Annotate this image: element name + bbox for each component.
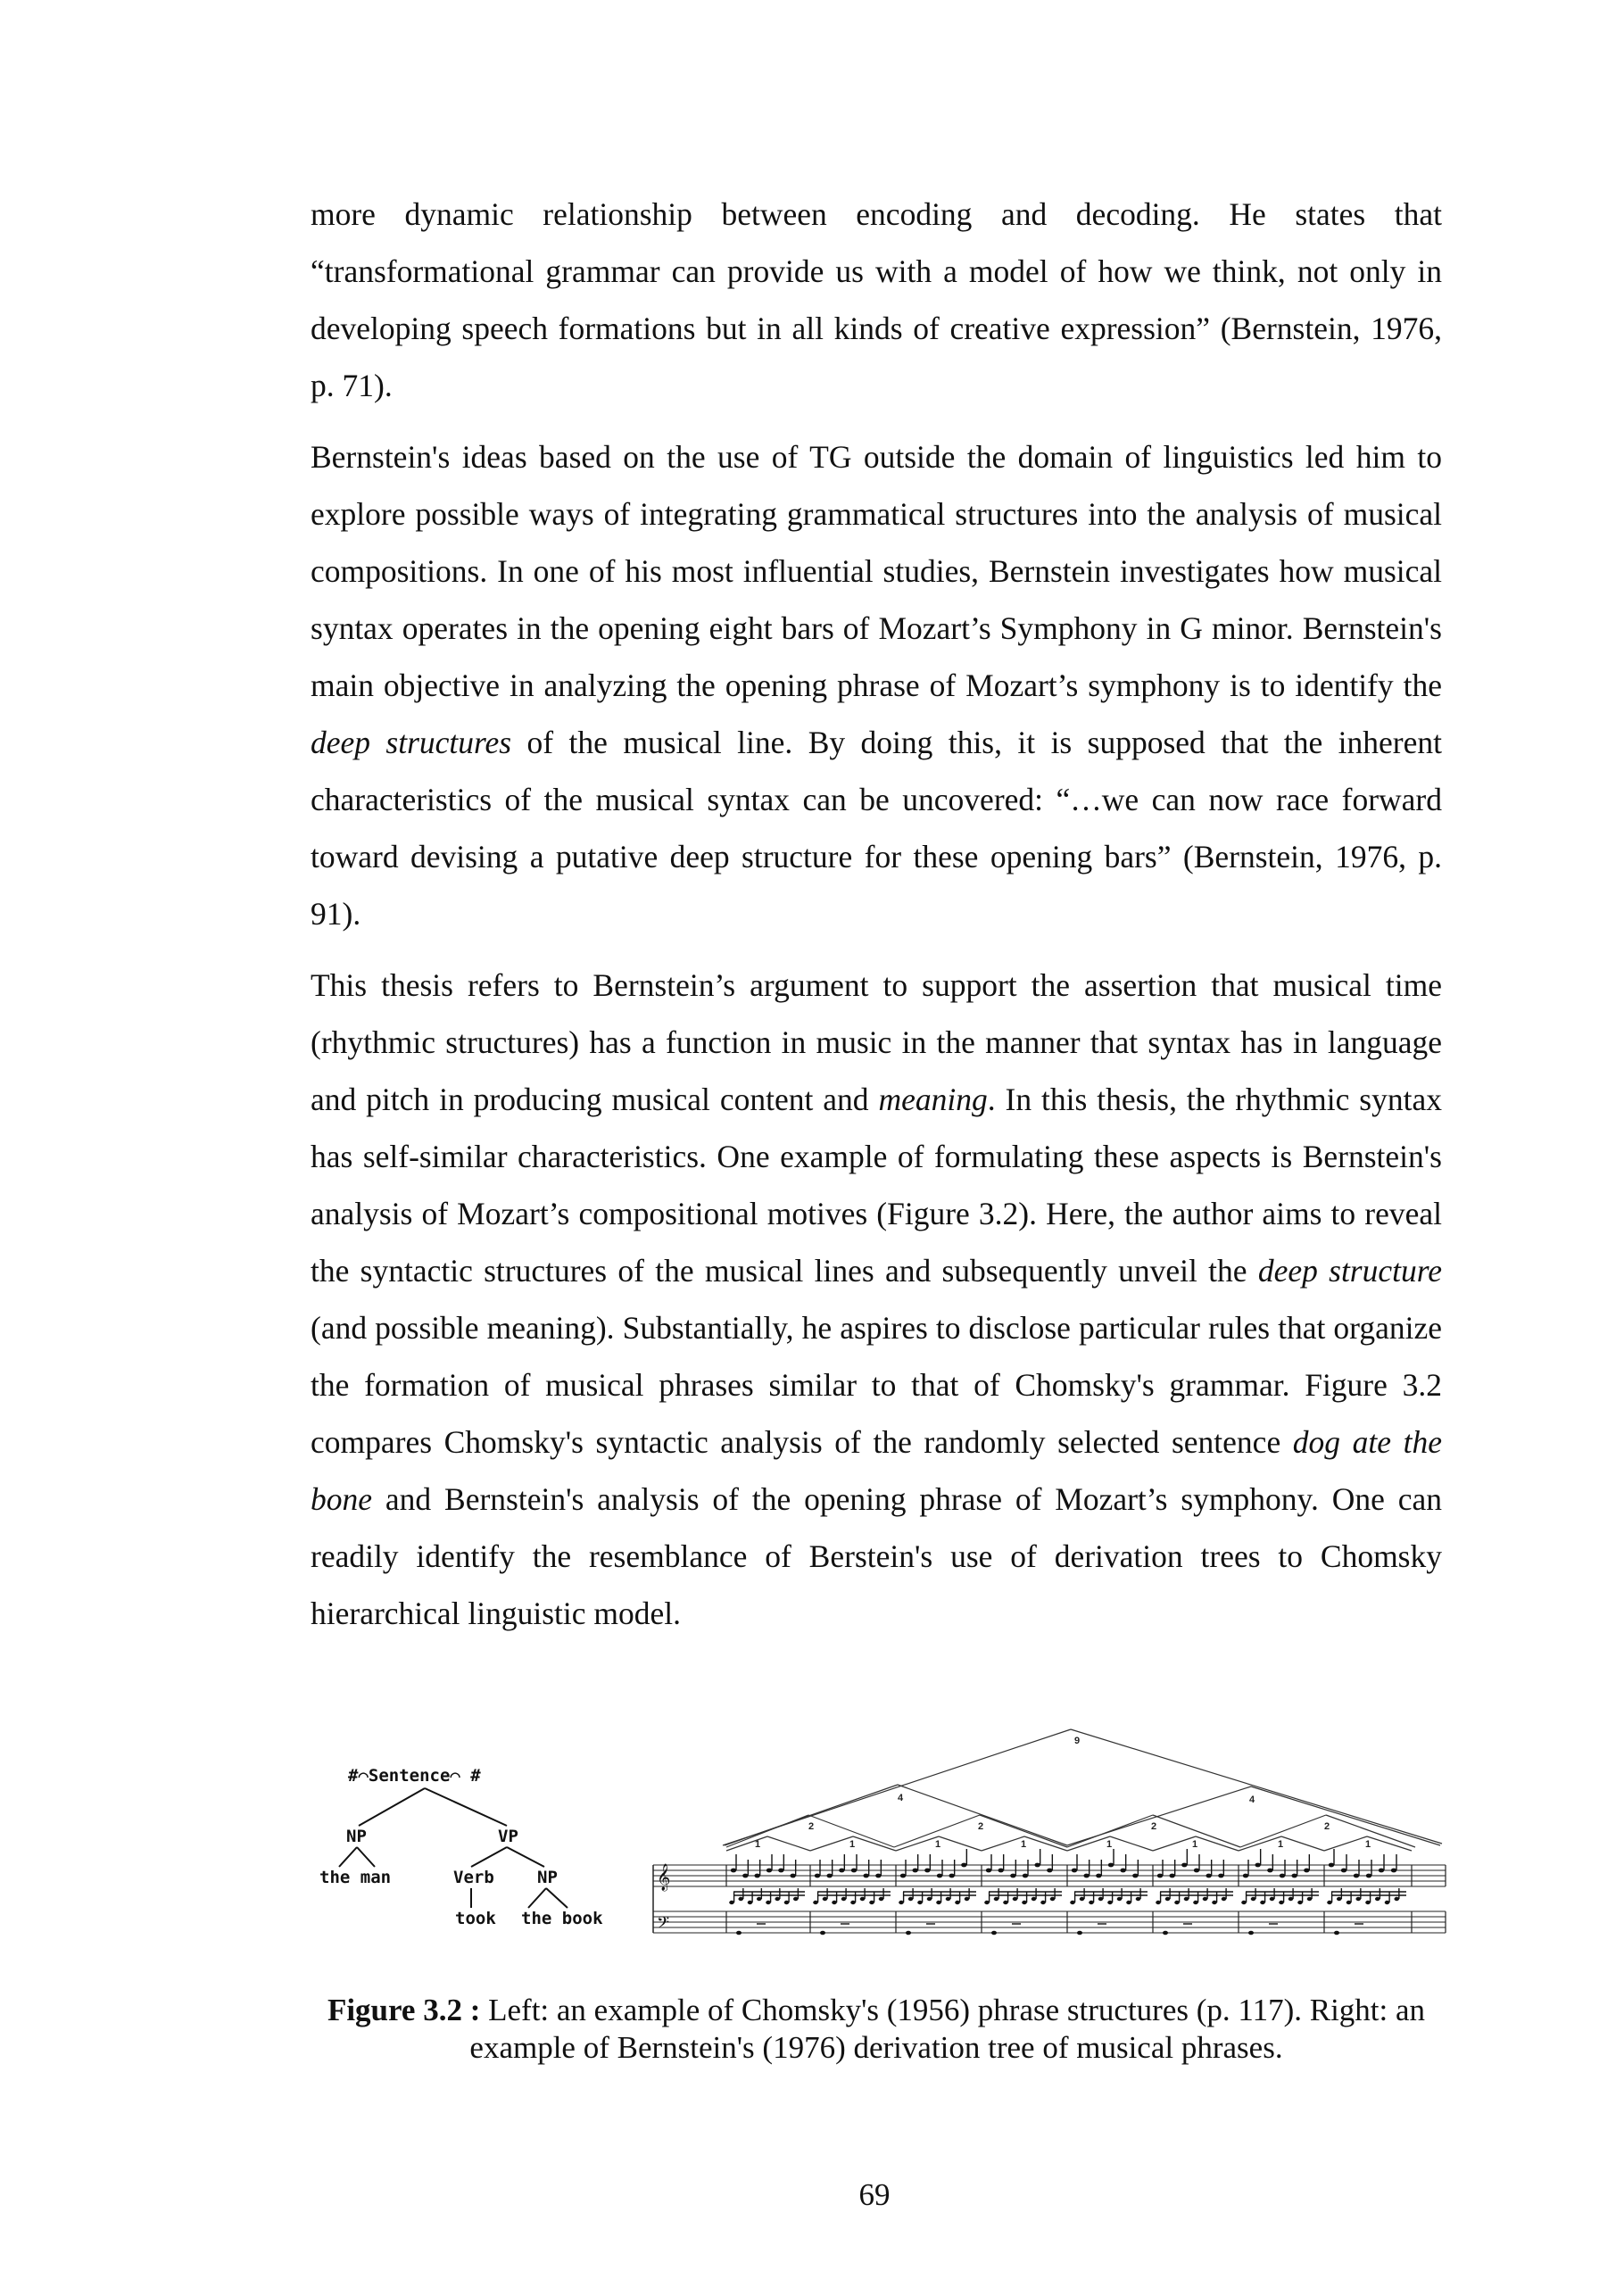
derivation-label-1g: 1 bbox=[1278, 1839, 1284, 1850]
derivation-label-1d: 1 bbox=[1021, 1839, 1027, 1850]
treble-note-head bbox=[1329, 1863, 1334, 1868]
treble-note-head bbox=[912, 1869, 917, 1873]
treble-note-head bbox=[839, 1869, 844, 1873]
derivation-label-2c: 2 bbox=[1151, 1821, 1157, 1832]
tree-took-label: took bbox=[455, 1909, 496, 1928]
treble-note-head bbox=[949, 1874, 954, 1878]
paragraph-2 bbox=[311, 428, 1442, 942]
treble-note-head bbox=[851, 1869, 857, 1873]
paragraph-2-text-a: Bernstein's ideas based on the use of TG outside the domain of linguistics led him to explore possible ways of integrating grammatical structures into the analysis of musical compositions. In one of his most influential studies, Bernstein investigates how musical syntax operates in the opening eight bars of Mozart’s Symphony in G minor. Bernstein's main objective in analyzing the opening phrase of Mozart’s symphony is to identify the bbox=[311, 439, 1442, 703]
paragraph-2-text-b: of the musical line. By doing this, it is supposed that the inherent characteristics of the musical syntax can be uncovered: “…we can now race forward toward devising a putative deep structure for these opening bars” (Bernstein, 1976, p. 91). bbox=[311, 725, 1442, 932]
treble-note-head bbox=[900, 1874, 906, 1878]
derivation-label-1f: 1 bbox=[1192, 1839, 1198, 1850]
derivation-label-1b: 1 bbox=[849, 1839, 856, 1850]
paragraph-3-emphasis-deep-structure: deep structure bbox=[1257, 1253, 1442, 1289]
treble-note-head bbox=[1206, 1874, 1211, 1878]
paragraph-3-text-c: (and possible meaning). Substantially, he aspires to disclose particular rules that organize the formation of musical phrases similar to that of Chomsky's grammar. Figure 3.2 compares Chomsky's syntactic analysis of the randomly selected sentence bbox=[311, 1310, 1442, 1460]
caption-text: Left: an example of Chomsky's (1956) phrase structures (p. 117). Right: an example of Bernstein's (1976) derivation tree of musical phrases. bbox=[469, 1993, 1426, 2065]
bass-quarter-note-head bbox=[906, 1931, 911, 1935]
treble-note-head bbox=[1181, 1863, 1187, 1868]
paragraph-3-emphasis-sentence: dog ate the bone bbox=[311, 1424, 1442, 1517]
treble-note-head bbox=[1354, 1874, 1359, 1878]
paragraph-1-text: more dynamic relationship between encoding and decoding. He states that “transformational grammar can provide us with a model of how we think, not only in developing speech formations but in all kinds of creative expression” (Bernstein, 1976, p. 71). bbox=[311, 196, 1442, 403]
treble-note-head bbox=[1010, 1874, 1015, 1878]
paragraph-2-emphasis: deep structures bbox=[311, 725, 512, 760]
derivation-lines bbox=[723, 1729, 1442, 1851]
musical-derivation-tree bbox=[648, 1712, 1451, 1961]
derivation-label-2b: 2 bbox=[978, 1821, 984, 1832]
treble-note-head bbox=[1034, 1863, 1040, 1868]
tree-the-man-label: the man bbox=[319, 1868, 392, 1887]
treble-note-head bbox=[937, 1874, 942, 1878]
treble-note-head bbox=[778, 1869, 783, 1873]
treble-note-head bbox=[1391, 1869, 1396, 1873]
bass-quarter-note-head bbox=[1248, 1931, 1254, 1935]
treble-note-head bbox=[731, 1869, 736, 1873]
treble-note-head bbox=[826, 1874, 832, 1878]
bass-clef-icon: 𝄢 bbox=[657, 1914, 670, 1936]
treble-note-head bbox=[1267, 1869, 1272, 1873]
bass-quarter-note-head bbox=[736, 1931, 742, 1935]
treble-note-head bbox=[1023, 1874, 1028, 1878]
tree-branches bbox=[339, 1788, 568, 1908]
treble-note-head bbox=[998, 1869, 1003, 1873]
bass-quarter-note-head bbox=[1334, 1931, 1339, 1935]
paragraph-3 bbox=[311, 957, 1442, 1642]
note-heads bbox=[729, 1863, 1399, 1935]
treble-note-head bbox=[754, 1874, 759, 1878]
treble-note-head bbox=[1108, 1863, 1114, 1868]
tree-np2-label: NP bbox=[537, 1868, 558, 1887]
bass-quarter-note-head bbox=[1163, 1931, 1168, 1935]
treble-note-head bbox=[1194, 1869, 1199, 1873]
derivation-label-1a: 1 bbox=[755, 1839, 761, 1850]
paragraph-3-emphasis-meaning: meaning bbox=[878, 1082, 988, 1117]
tree-root-label: #⌒Sentence⌒ # bbox=[348, 1766, 481, 1786]
tree-the-book-label: the book bbox=[521, 1909, 603, 1928]
bass-quarter-note-head bbox=[820, 1931, 825, 1935]
tree-np-label: NP bbox=[346, 1827, 367, 1846]
derivation-label-2d: 2 bbox=[1324, 1821, 1330, 1832]
figure-3-2 bbox=[311, 1712, 1471, 1979]
paragraph-3-text-d: and Bernstein's analysis of the opening phrase of Mozart’s symphony. One can readily identify the resemblance of Berstein's use of derivation trees to Chomsky hierarchical linguistic model. bbox=[311, 1481, 1442, 1631]
derivation-label-4b: 4 bbox=[1249, 1795, 1255, 1805]
treble-note-head bbox=[1096, 1874, 1101, 1878]
paragraph-1 bbox=[311, 186, 1442, 414]
tree-vp-label: VP bbox=[498, 1827, 518, 1846]
treble-note-head bbox=[1120, 1869, 1125, 1873]
treble-note-head bbox=[1243, 1874, 1248, 1878]
treble-note-head bbox=[1255, 1863, 1260, 1868]
treble-note-head bbox=[1304, 1869, 1309, 1873]
derivation-label-2a: 2 bbox=[808, 1821, 815, 1832]
bass-quarter-note-head bbox=[991, 1931, 997, 1935]
treble-note-head bbox=[1132, 1874, 1138, 1878]
bass-quarter-note-head bbox=[1077, 1931, 1082, 1935]
paragraph-3-text-a: This thesis refers to Bernstein’s argument to support the assertion that musical time (rhythmic structures) has a function in music in the manner that syntax has in language and pitch in producing musical content and bbox=[311, 967, 1442, 1117]
treble-note-head bbox=[875, 1874, 881, 1878]
bass-staff bbox=[653, 1911, 1446, 1933]
treble-note-head bbox=[924, 1869, 930, 1873]
treble-note-head bbox=[1157, 1874, 1163, 1878]
treble-note-head bbox=[961, 1863, 966, 1868]
caption-label: Figure 3.2 : bbox=[327, 1993, 481, 2027]
page-number: 69 bbox=[858, 2177, 891, 2212]
treble-note-head bbox=[863, 1874, 868, 1878]
tree-verb-label: Verb bbox=[453, 1868, 494, 1887]
derivation-label-1h: 1 bbox=[1365, 1839, 1371, 1850]
treble-note-head bbox=[1341, 1869, 1346, 1873]
treble-note-head bbox=[1072, 1869, 1077, 1873]
treble-note-head bbox=[1379, 1869, 1384, 1873]
treble-note-head bbox=[1083, 1874, 1089, 1878]
figure-caption bbox=[311, 1992, 1442, 2067]
treble-note-head bbox=[1169, 1874, 1174, 1878]
treble-note-head bbox=[1047, 1869, 1052, 1873]
treble-note-head bbox=[1291, 1874, 1297, 1878]
phrase-structure-tree bbox=[311, 1765, 614, 1944]
treble-note-head bbox=[790, 1874, 795, 1878]
treble-clef-icon: 𝄞 bbox=[657, 1864, 671, 1891]
treble-note-head bbox=[1280, 1874, 1285, 1878]
treble-note-head bbox=[1218, 1874, 1223, 1878]
paragraph-3-text-b: . In this thesis, the rhythmic syntax has self-similar characteristics. One example of formulating these aspects is Bernstein's analysis of Mozart’s compositional motives (Figure 3.2). Here, the author aims to reveal the syntactic structures of the musical lines and subsequently unveil the bbox=[311, 1082, 1442, 1289]
derivation-label-1c: 1 bbox=[935, 1839, 941, 1850]
derivation-label-9: 9 bbox=[1074, 1736, 1081, 1746]
treble-note-head bbox=[815, 1874, 820, 1878]
derivation-label-4a: 4 bbox=[898, 1793, 904, 1803]
derivation-label-1e: 1 bbox=[1106, 1839, 1113, 1850]
treble-note-head bbox=[1366, 1874, 1371, 1878]
treble-note-head bbox=[986, 1869, 991, 1873]
treble-note-head bbox=[766, 1869, 772, 1873]
treble-note-head bbox=[742, 1874, 748, 1878]
